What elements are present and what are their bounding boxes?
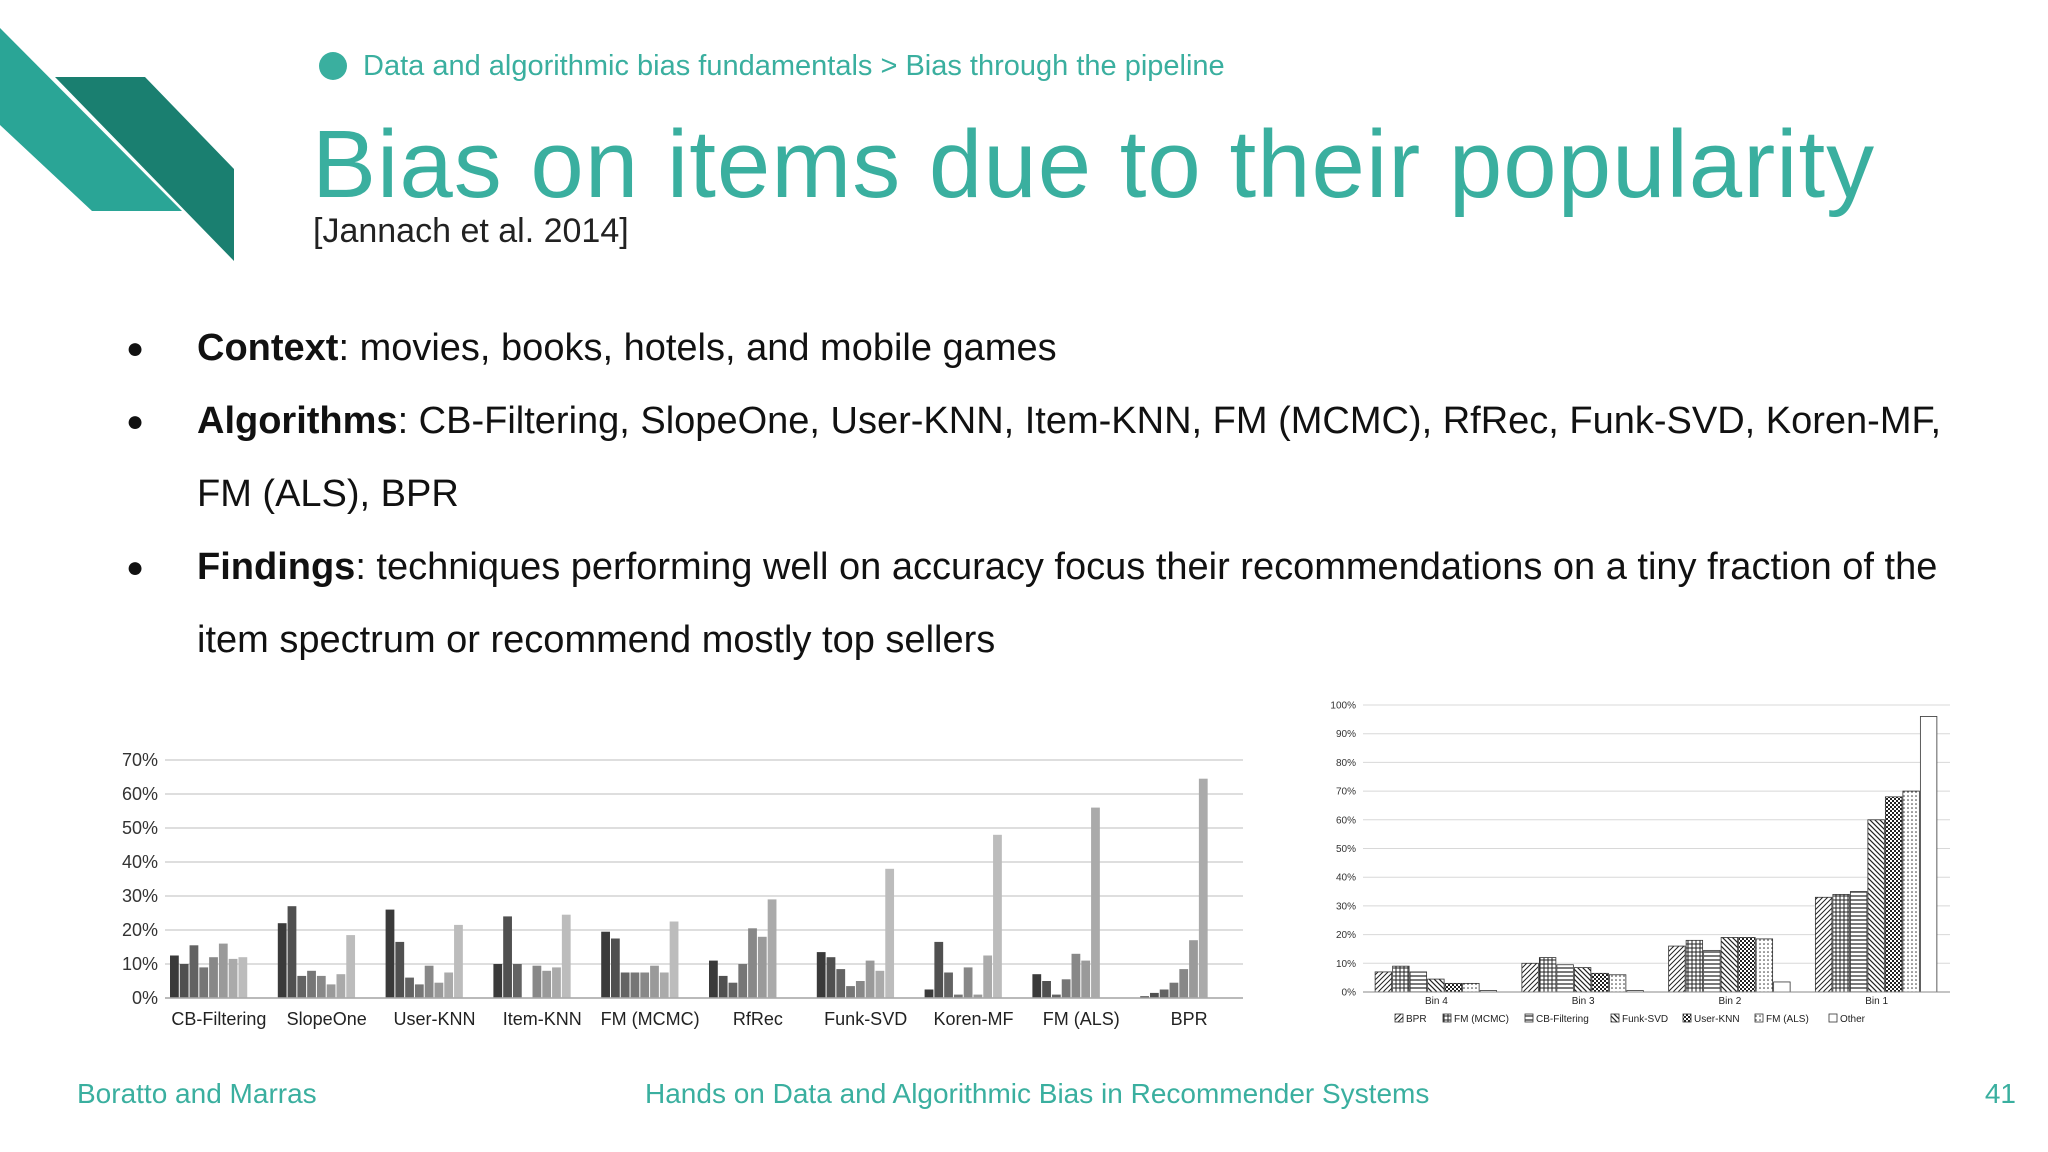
legend-swatch [1395, 1014, 1403, 1022]
bar [964, 967, 973, 998]
legend-label: FM (MCMC) [1454, 1014, 1509, 1025]
bar [1081, 961, 1090, 998]
bullet-context [118, 312, 1978, 385]
bar [836, 969, 845, 998]
bar [817, 952, 826, 998]
legend-swatch [1683, 1014, 1691, 1022]
breadcrumb-dot-icon [319, 52, 347, 80]
bar [533, 966, 542, 998]
bar [1170, 983, 1179, 998]
citation: [Jannach et al. 2014] [313, 212, 629, 250]
bar [1704, 950, 1721, 992]
y-tick-label: 30% [1335, 901, 1356, 913]
legend-label: Other [1840, 1014, 1866, 1025]
chart-algorithms-bar [100, 740, 1250, 1040]
bar [435, 983, 444, 998]
bar [1091, 808, 1100, 998]
bar [327, 984, 336, 998]
x-tick-label: User-KNN [393, 1009, 476, 1029]
corner-decoration [0, 0, 240, 262]
bar [307, 971, 316, 998]
x-tick-label: Bin 4 [1424, 996, 1448, 1007]
bar [1815, 897, 1832, 992]
chart-popularity-bins [1310, 690, 1960, 1040]
y-tick-label: 60% [121, 784, 158, 804]
legend-label: CB-Filtering [1536, 1014, 1589, 1025]
bar [709, 961, 718, 998]
y-tick-label: 60% [1335, 815, 1356, 827]
bar [748, 928, 757, 998]
bar [925, 990, 934, 999]
y-tick-label: 10% [1335, 958, 1356, 970]
bar [278, 923, 287, 998]
bar [1189, 940, 1198, 998]
chart-legend [1395, 1014, 1866, 1025]
bar [542, 971, 551, 998]
bar [719, 976, 728, 998]
bar [885, 869, 894, 998]
bar [1375, 972, 1392, 992]
y-tick-label: 20% [121, 920, 158, 940]
bar [1428, 979, 1445, 992]
bar [219, 944, 228, 998]
bar [317, 976, 326, 998]
bar [454, 925, 463, 998]
x-tick-label: RfRec [732, 1009, 783, 1029]
bar [631, 973, 640, 999]
bar [944, 973, 953, 999]
bar [1885, 797, 1902, 992]
bar [1042, 981, 1051, 998]
y-tick-label: 30% [121, 886, 158, 906]
x-tick-label: Bin 1 [1865, 996, 1889, 1007]
y-tick-label: 40% [121, 852, 158, 872]
y-tick-label: 70% [121, 750, 158, 770]
bar [1463, 983, 1480, 992]
legend-swatch [1443, 1014, 1451, 1022]
bar [405, 978, 414, 998]
x-tick-label: Bin 3 [1571, 996, 1595, 1007]
bar [1410, 972, 1427, 992]
legend-swatch [1611, 1014, 1619, 1022]
footer-authors: Boratto and Marras [77, 1078, 317, 1109]
bar [1522, 963, 1539, 992]
bar [846, 986, 855, 998]
bar [1833, 894, 1850, 992]
bar [1756, 939, 1773, 992]
bar [346, 935, 355, 998]
bullet-label: Algorithms [197, 400, 398, 442]
bar [229, 959, 238, 998]
bullet-algorithms [118, 385, 1978, 531]
bar [856, 981, 865, 998]
legend-swatch [1829, 1014, 1837, 1022]
bullet-dot-icon: ● [126, 405, 145, 438]
bar [415, 984, 424, 998]
bar [513, 964, 522, 998]
bar [190, 945, 199, 998]
x-tick-label: FM (ALS) [1042, 1009, 1120, 1029]
bar [993, 835, 1002, 998]
footer-course: Hands on Data and Algorithmic Bias in Recommender Systems [645, 1078, 1430, 1109]
bar [1032, 974, 1041, 998]
bar [444, 973, 453, 999]
bar [670, 922, 679, 999]
bar [738, 964, 747, 998]
bar [1072, 954, 1081, 998]
bar [1920, 716, 1937, 992]
bar [1445, 983, 1462, 992]
bar [934, 942, 943, 998]
bullet-label: Context [197, 327, 339, 369]
bar [1574, 968, 1591, 992]
bar [562, 915, 571, 998]
bar [1850, 892, 1867, 992]
y-tick-label: 0% [1341, 987, 1356, 999]
bar [621, 973, 630, 999]
legend-label: BPR [1406, 1014, 1427, 1025]
legend-label: Funk-SVD [1622, 1014, 1669, 1025]
bullet-list [118, 312, 1978, 677]
bar [1199, 779, 1208, 998]
bullet-text: : CB-Filtering, SlopeOne, User-KNN, Item-KNN, FM (MCMC), RfRec, Funk-SVD, Koren-MF, FM (ALS), BPR [197, 400, 1942, 515]
bar [199, 967, 208, 998]
bar [1393, 966, 1410, 992]
x-tick-label: Item-KNN [502, 1009, 582, 1029]
bar [238, 957, 247, 998]
bullet-label: Findings [197, 546, 356, 588]
bar [180, 964, 189, 998]
bar [1739, 937, 1756, 992]
bar [395, 942, 404, 998]
bullet-dot-icon: ● [126, 332, 145, 365]
y-tick-label: 50% [1335, 844, 1356, 855]
x-tick-label: Funk-SVD [824, 1009, 908, 1029]
bar [493, 964, 502, 998]
bar [650, 966, 659, 998]
breadcrumb-text: Data and algorithmic bias fundamentals > Bias through the pipeline [363, 49, 1225, 82]
bar [875, 971, 884, 998]
bar [640, 973, 649, 999]
bar [729, 983, 738, 998]
bar [758, 937, 767, 998]
y-tick-label: 10% [121, 954, 158, 974]
bar [1903, 791, 1920, 992]
bar [660, 973, 669, 999]
y-tick-label: 90% [1335, 729, 1356, 741]
legend-swatch [1755, 1014, 1763, 1022]
y-tick-label: 50% [121, 818, 158, 838]
bar [1868, 820, 1885, 992]
y-tick-label: 80% [1335, 757, 1356, 769]
bar [866, 961, 875, 998]
bullet-text: : techniques performing well on accuracy focus their recommendations on a tiny fraction of the item spectrum or recommend mostly top sellers [197, 546, 1938, 661]
bar [1179, 969, 1188, 998]
page-title: Bias on items due to their popularity [312, 111, 1876, 218]
y-tick-label: 100% [1330, 700, 1356, 712]
bar [1721, 937, 1738, 992]
bar [1062, 979, 1071, 998]
bar [1669, 946, 1686, 992]
bar [386, 910, 395, 998]
bar [601, 932, 610, 998]
bar [1592, 973, 1609, 992]
bar [768, 899, 777, 998]
bar [1609, 975, 1626, 992]
bar [425, 966, 434, 998]
bar [1557, 965, 1574, 992]
bar [209, 957, 218, 998]
x-tick-label: FM (MCMC) [600, 1009, 700, 1029]
y-tick-label: 70% [1335, 786, 1356, 798]
bar [983, 956, 992, 999]
legend-label: User-KNN [1694, 1014, 1740, 1025]
bar [336, 974, 345, 998]
bar [297, 976, 306, 998]
bar [611, 939, 620, 999]
bar [1160, 990, 1169, 999]
footer-page-number: 41 [1984, 1078, 2016, 1109]
bullet-dot-icon: ● [126, 551, 145, 584]
bar [552, 967, 561, 998]
bullet-findings [118, 531, 1978, 677]
bullet-text: : movies, books, hotels, and mobile games [338, 327, 1057, 369]
bar [503, 916, 512, 998]
bar [170, 956, 179, 999]
bar [288, 906, 297, 998]
bar [1539, 958, 1556, 992]
y-tick-label: 40% [1335, 872, 1356, 884]
bar [1150, 993, 1159, 998]
x-tick-label: Bin 2 [1718, 996, 1742, 1007]
bar [1774, 982, 1791, 992]
x-tick-label: Koren-MF [933, 1009, 1014, 1029]
y-tick-label: 0% [131, 988, 158, 1008]
legend-label: FM (ALS) [1766, 1014, 1809, 1025]
x-tick-label: CB-Filtering [171, 1009, 267, 1029]
breadcrumb [319, 46, 1225, 86]
legend-swatch [1525, 1014, 1533, 1022]
bar [827, 957, 836, 998]
x-tick-label: SlopeOne [286, 1009, 367, 1029]
bar [1686, 940, 1703, 992]
y-tick-label: 20% [1335, 930, 1356, 942]
x-tick-label: BPR [1170, 1009, 1208, 1029]
